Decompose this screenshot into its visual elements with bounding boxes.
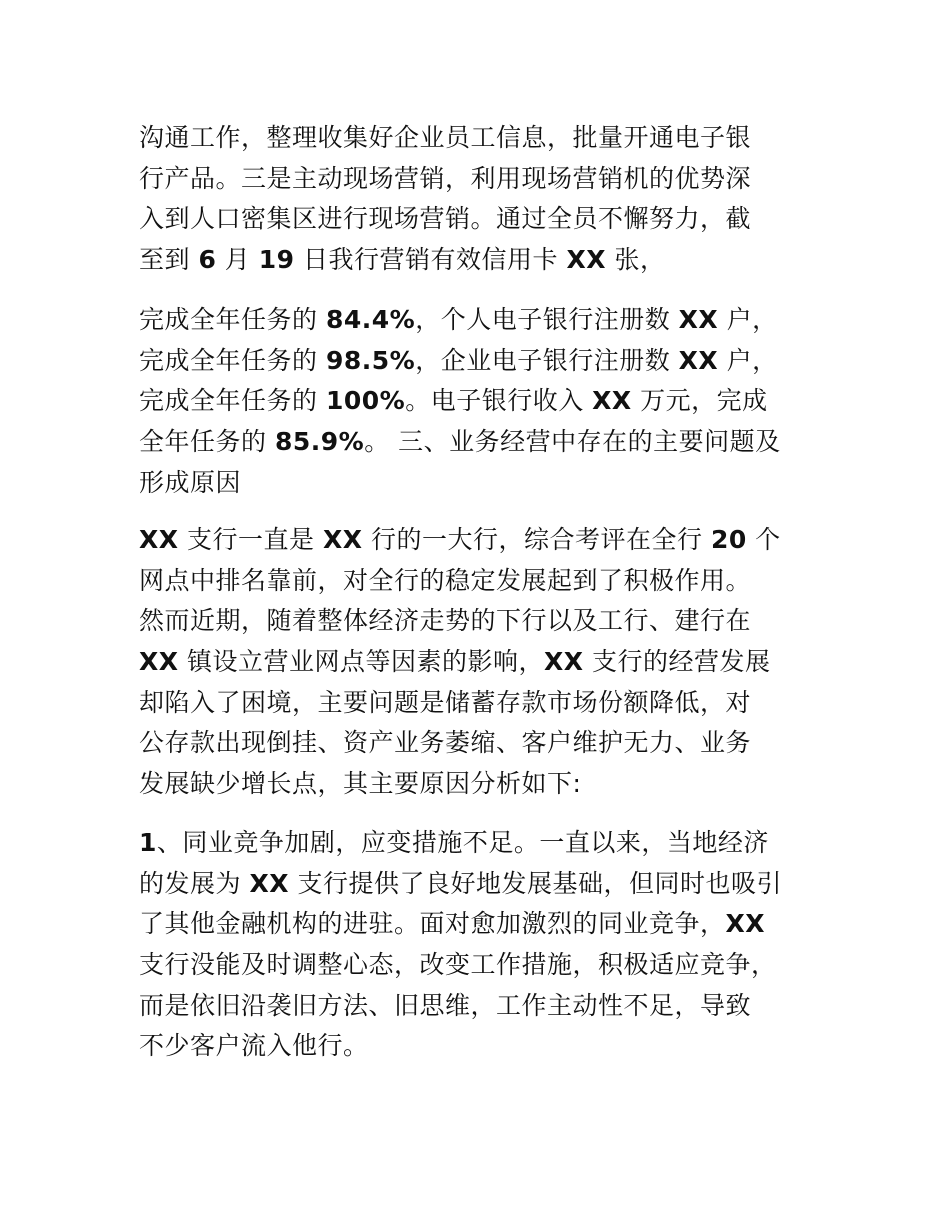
- text-run: 户，: [718, 305, 778, 334]
- bold-text-run: 1: [139, 828, 157, 857]
- text-line: [139, 422, 829, 463]
- text-run: 网点中排名靠前，对全行的稳定发展起到了积极作用。: [139, 565, 752, 595]
- text-line: [139, 823, 829, 864]
- bold-text-run: 85.9%: [274, 427, 365, 457]
- text-run: 了其他金融机构的进驻。面对愈加激烈的同业竞争，: [139, 909, 726, 939]
- bold-text-run: XX: [725, 909, 766, 939]
- paragraph-2: [139, 300, 829, 503]
- text-line: [139, 463, 829, 504]
- text-run: 的发展为: [139, 868, 250, 898]
- bold-text-run: XX: [678, 345, 719, 375]
- text-run: 支行没能及时调整心态，改变工作措施，积极适应竞争，: [139, 950, 777, 980]
- text-run: 。 三、业务经营中存在的主要问题及: [364, 427, 781, 457]
- text-run: 行产品。三是主动现场营销，利用现场营销机的优势深: [139, 163, 752, 193]
- paragraph-3: [139, 520, 829, 805]
- text-line: [139, 159, 829, 200]
- text-run: 户，: [718, 345, 778, 375]
- text-line: [139, 520, 829, 561]
- text-run: 发展缺少增长点，其主要原因分析如下:: [139, 769, 582, 799]
- bold-text-run: XX: [322, 525, 363, 554]
- bold-text-run: 98.5%: [325, 345, 416, 375]
- text-run: 入到人口密集区进行现场营销。通过全员不懈努力，截: [139, 204, 752, 234]
- bold-text-run: XX: [139, 647, 179, 677]
- bold-text-run: 100%: [325, 386, 406, 416]
- bold-text-run: XX: [678, 305, 719, 334]
- text-run: 月: [216, 245, 259, 275]
- text-line: [139, 904, 829, 945]
- text-run: 张，: [606, 245, 666, 275]
- bold-text-run: 84.4%: [325, 305, 416, 334]
- text-line: [139, 945, 829, 986]
- text-line: [139, 683, 829, 724]
- text-run: 全年任务的: [139, 427, 275, 457]
- text-run: ，企业电子银行注册数: [415, 345, 679, 375]
- text-run: 万元，完成: [631, 386, 768, 416]
- text-run: 而是依旧沿袭旧方法、旧思维，工作主动性不足，导致: [139, 990, 752, 1020]
- text-run: 完成全年任务的: [139, 386, 326, 416]
- text-line: [139, 300, 829, 341]
- text-run: 。电子银行收入: [405, 386, 593, 416]
- text-run: 镇设立营业网点等因素的影响，: [178, 647, 545, 677]
- text-run: 行的一大行，综合考评在全行: [362, 525, 711, 554]
- text-line: [139, 1026, 829, 1067]
- text-line: [139, 601, 829, 642]
- text-line: [139, 723, 829, 764]
- text-run: 日我行营销有效信用卡: [294, 245, 567, 275]
- text-run: 公存款出现倒挂、资产业务萎缩、客户维护无力、业务: [139, 728, 752, 758]
- paragraph-4: [139, 823, 829, 1067]
- text-run: 不少客户流入他行。: [139, 1031, 369, 1061]
- text-line: [139, 118, 829, 159]
- text-run: 支行的经营发展: [583, 647, 771, 677]
- bold-text-run: 20: [710, 525, 747, 554]
- bold-text-run: XX: [139, 525, 179, 554]
- text-run: 、同业竞争加剧，应变措施不足。一直以来，当地经济: [156, 828, 769, 857]
- text-run: 完成全年任务的: [139, 345, 326, 375]
- paragraph-1: [139, 118, 829, 281]
- text-run: 然而近期，随着整体经济走势的下行以及工行、建行在: [139, 606, 752, 636]
- text-line: [139, 381, 829, 422]
- bold-text-run: XX: [544, 647, 584, 677]
- text-line: [139, 764, 829, 805]
- text-line: [139, 341, 829, 382]
- text-line: [139, 561, 829, 602]
- text-run: ，个人电子银行注册数: [415, 305, 679, 334]
- text-line: [139, 986, 829, 1027]
- bold-text-run: 19: [258, 245, 295, 275]
- text-line: [139, 864, 829, 905]
- text-run: 形成原因: [139, 467, 242, 497]
- bold-text-run: XX: [566, 245, 607, 275]
- text-run: 至到: [139, 245, 199, 275]
- text-run: 完成全年任务的: [139, 305, 326, 334]
- bold-text-run: 6: [198, 245, 217, 275]
- text-line: [139, 642, 829, 683]
- text-line: [139, 240, 829, 281]
- bold-text-run: XX: [249, 868, 290, 898]
- text-line: [139, 199, 829, 240]
- text-run: 却陷入了困境，主要问题是储蓄存款市场份额降低，对: [139, 687, 752, 717]
- bold-text-run: XX: [592, 386, 632, 416]
- text-run: 个: [746, 525, 781, 554]
- text-run: 沟通工作，整理收集好企业员工信息，批量开通电子银: [139, 123, 752, 152]
- text-run: 支行提供了良好地发展基础，但同时也吸引: [289, 868, 782, 898]
- text-run: 支行一直是: [178, 525, 323, 554]
